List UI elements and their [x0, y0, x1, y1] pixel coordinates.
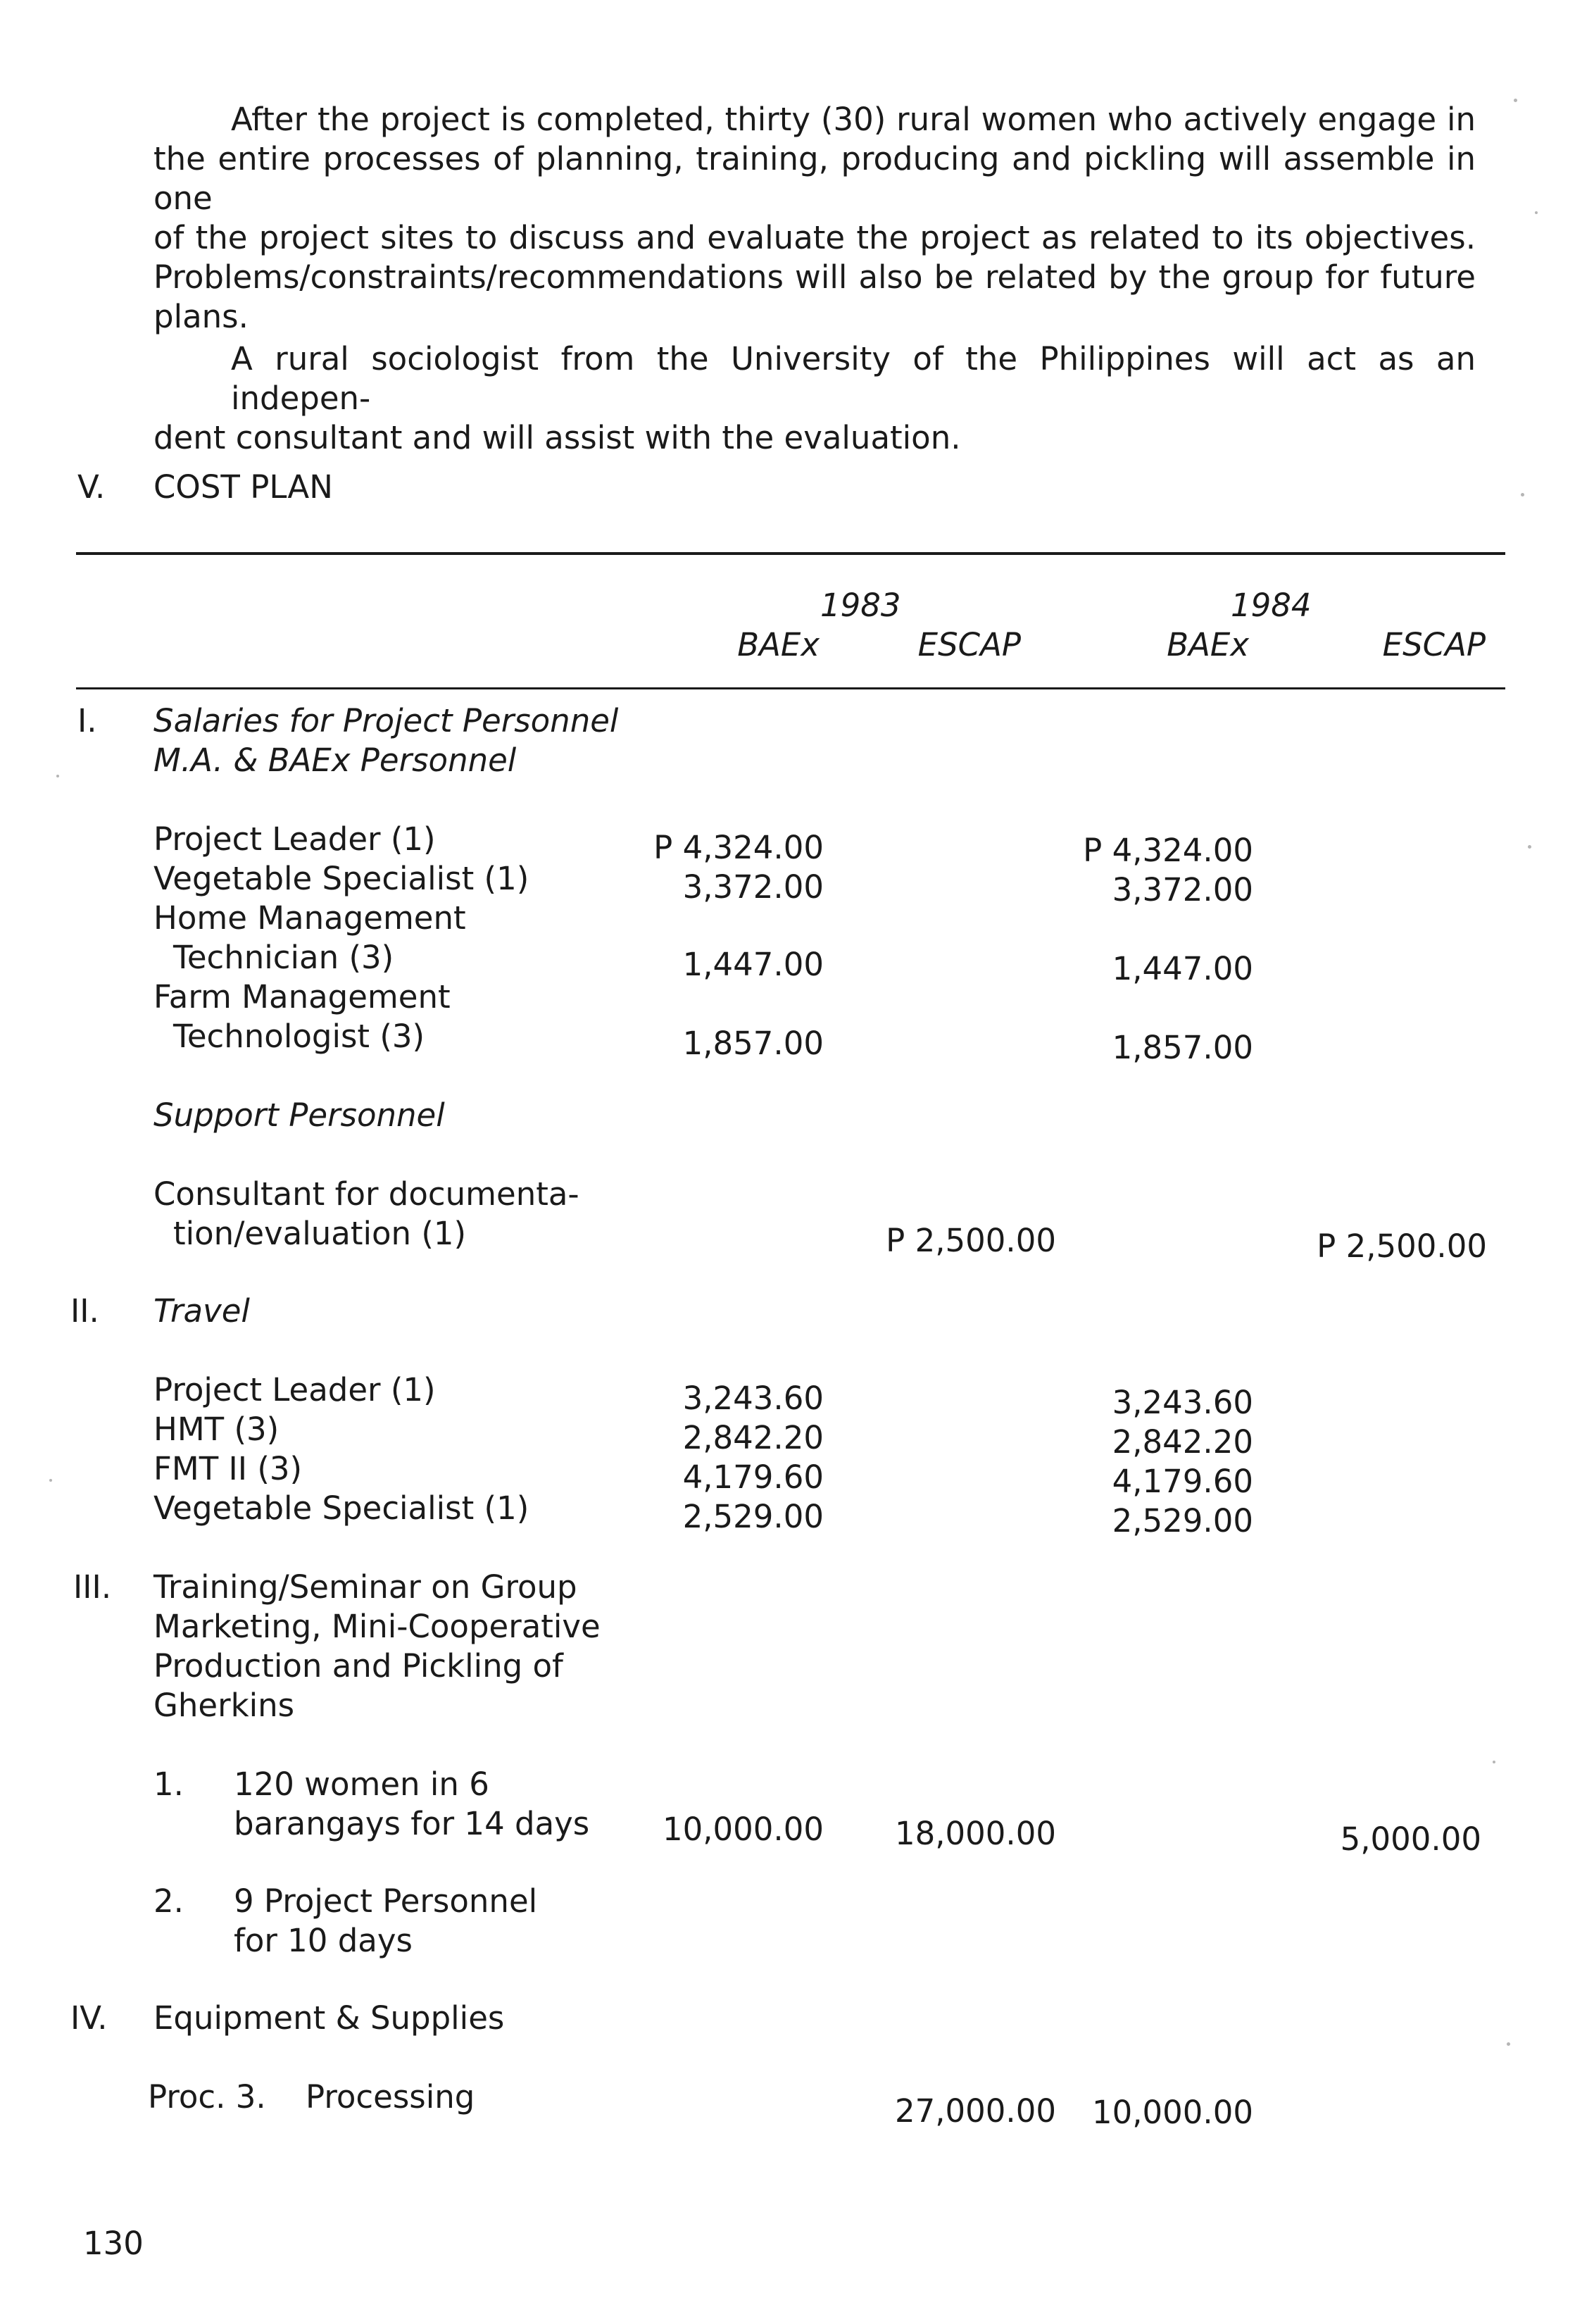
- cell-baex-1984: 2,842.20: [1112, 1423, 1253, 1461]
- scan-speck: [56, 775, 59, 777]
- training-item-number-1: 1.: [153, 1766, 184, 1803]
- group-title-salaries: Salaries for Project Personnel: [153, 702, 619, 739]
- cell-baex-1983: 2,529.00: [682, 1498, 824, 1535]
- scan-speck: [1528, 845, 1531, 849]
- paragraph-line: A rural sociologist from the University of the Philippines will act as an indepen-: [231, 340, 1476, 417]
- row-label-training-personnel-cont: for 10 days: [234, 1922, 413, 1959]
- cell-escap-1984: P 2,500.00: [1317, 1227, 1487, 1265]
- cell-baex-1983: 2,842.20: [682, 1419, 824, 1456]
- column-header-escap-1984: ESCAP: [1382, 626, 1486, 663]
- group-title-equipment: Equipment & Supplies: [153, 1999, 505, 2037]
- row-label-travel-hmt: HMT (3): [153, 1411, 280, 1448]
- cell-baex-1984: 2,529.00: [1112, 1502, 1253, 1539]
- scan-speck: [1535, 211, 1538, 214]
- group-number-iv: IV.: [70, 1999, 108, 2037]
- paragraph-line: Problems/constraints/recommendations will also be related by the group for future: [153, 258, 1476, 296]
- group-title-training: Training/Seminar on Group: [153, 1568, 577, 1606]
- cell-baex-1983: 3,372.00: [682, 868, 824, 906]
- row-label-home-management-cont: Technician (3): [173, 939, 394, 976]
- group-number-iii: III.: [73, 1568, 112, 1606]
- cell-escap-1983: 27,000.00: [894, 2092, 1056, 2130]
- page-number: 130: [83, 2225, 144, 2262]
- table-top-rule: [76, 552, 1505, 555]
- scan-speck: [1514, 99, 1517, 102]
- column-header-escap-1983: ESCAP: [917, 626, 1021, 663]
- training-item-number-2: 2.: [153, 1882, 184, 1920]
- column-header-baex-1984: BAEx: [1167, 626, 1249, 663]
- row-label-project-leader: Project Leader (1): [153, 820, 436, 858]
- paragraph-consultant: [153, 339, 1476, 458]
- row-label-travel-project-leader: Project Leader (1): [153, 1371, 436, 1408]
- row-label-processing: Processing: [306, 2078, 475, 2116]
- row-label-farm-management: Farm Management: [153, 978, 451, 1016]
- group-number-i: I.: [77, 702, 97, 739]
- cell-baex-1984: 3,372.00: [1112, 871, 1253, 908]
- row-label-home-management: Home Management: [153, 899, 466, 937]
- row-label-training-women-cont: barangays for 14 days: [234, 1805, 590, 1842]
- cell-escap-1983: P 2,500.00: [886, 1222, 1056, 1259]
- row-label-training-women: 120 women in 6: [234, 1766, 489, 1803]
- cell-baex-1984: 10,000.00: [1091, 2094, 1253, 2131]
- row-label-proc-3: Proc. 3.: [148, 2078, 266, 2116]
- scan-speck: [1493, 1761, 1495, 1763]
- group-title-training-cont: Gherkins: [153, 1687, 295, 1724]
- row-label-travel-vegetable-specialist: Vegetable Specialist (1): [153, 1489, 529, 1527]
- cell-baex-1983: 1,857.00: [682, 1025, 824, 1062]
- row-label-travel-fmt: FMT II (3): [153, 1450, 303, 1487]
- row-label-training-personnel: 9 Project Personnel: [234, 1882, 538, 1920]
- cell-baex-1984: 3,243.60: [1112, 1384, 1253, 1421]
- row-label-vegetable-specialist: Vegetable Specialist (1): [153, 860, 529, 897]
- paragraph-evaluation: [153, 100, 1476, 337]
- row-label-consultant: Consultant for documenta-: [153, 1175, 579, 1213]
- paragraph-line: After the project is completed, thirty (30) rural women who actively engage in: [231, 101, 1476, 138]
- group-title-training-cont: Production and Pickling of: [153, 1647, 563, 1685]
- group-number-ii: II.: [70, 1292, 99, 1330]
- cell-baex-1983: P 4,324.00: [653, 829, 824, 866]
- row-label-consultant-cont: tion/evaluation (1): [173, 1215, 467, 1252]
- year-1984-header: 1984: [1231, 587, 1312, 624]
- cell-baex-1983: 4,179.60: [682, 1458, 824, 1496]
- row-label-farm-management-cont: Technologist (3): [173, 1018, 425, 1055]
- paragraph-line: of the project sites to discuss and evaluate the project as related to its objectives.: [153, 219, 1476, 256]
- scan-speck: [49, 1479, 52, 1482]
- group-subtitle-personnel: M.A. & BAEx Personnel: [153, 742, 517, 779]
- group-title-travel: Travel: [153, 1292, 250, 1330]
- cell-escap-1983: 18,000.00: [894, 1815, 1056, 1852]
- cell-escap-1984: 5,000.00: [1340, 1820, 1481, 1858]
- cell-baex-1984: P 4,324.00: [1083, 832, 1253, 869]
- paragraph-line: dent consultant and will assist with the evaluation.: [153, 419, 961, 456]
- group-subtitle-support-personnel: Support Personnel: [153, 1097, 445, 1134]
- column-header-baex-1983: BAEx: [737, 626, 820, 663]
- cell-baex-1983: 10,000.00: [662, 1811, 824, 1848]
- cell-baex-1983: 1,447.00: [682, 946, 824, 983]
- section-number: V.: [77, 468, 106, 506]
- scan-speck: [1507, 2042, 1510, 2046]
- paragraph-line: plans.: [153, 298, 249, 335]
- cell-baex-1983: 3,243.60: [682, 1380, 824, 1417]
- cell-baex-1984: 4,179.60: [1112, 1463, 1253, 1500]
- table-header-rule: [76, 687, 1505, 689]
- year-1983-header: 1983: [820, 587, 901, 624]
- scan-speck: [1521, 493, 1524, 496]
- group-title-training-cont: Marketing, Mini-Cooperative: [153, 1608, 601, 1645]
- cell-baex-1984: 1,857.00: [1112, 1029, 1253, 1066]
- paragraph-line: the entire processes of planning, training, producing and pickling will assemble in one: [153, 140, 1476, 217]
- section-title: COST PLAN: [153, 468, 333, 506]
- cell-baex-1984: 1,447.00: [1112, 950, 1253, 987]
